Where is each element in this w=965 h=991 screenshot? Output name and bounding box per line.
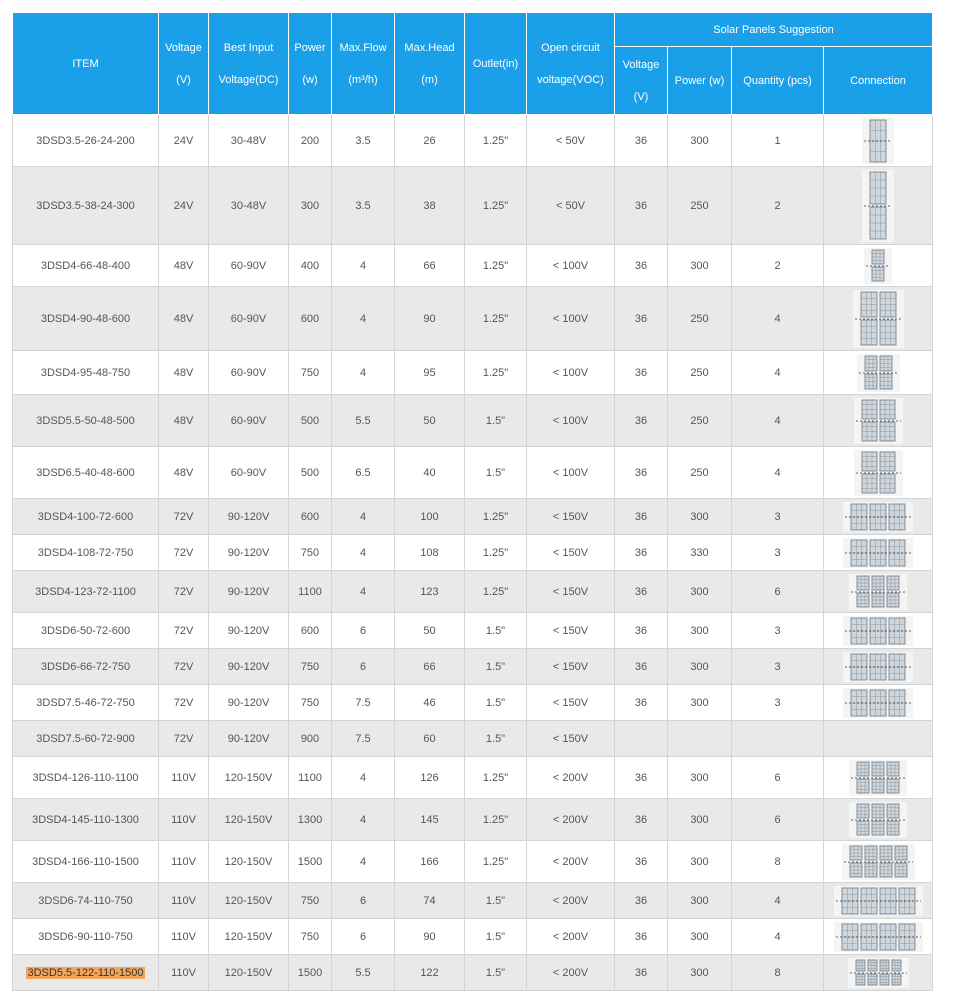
cell-panel-voltage: 36 <box>615 245 668 287</box>
cell-panel-voltage: 36 <box>615 919 668 955</box>
cell-power: 1500 <box>289 955 332 991</box>
cell-outlet: 1.25" <box>465 499 527 535</box>
cell-voltage: 24V <box>159 115 209 167</box>
series-2-panels-icon <box>862 170 894 242</box>
cell-panel-voltage: 36 <box>615 115 668 167</box>
cell-panel-power: 250 <box>668 447 732 499</box>
cell-voltage: 24V <box>159 167 209 245</box>
cell-quantity <box>732 721 824 757</box>
cell-max-head: 123 <box>395 571 465 613</box>
cell-voltage: 110V <box>159 799 209 841</box>
table-row <box>13 287 933 351</box>
cell-open-circuit-voltage: < 100V <box>527 245 615 287</box>
table-row <box>13 685 933 721</box>
table-row <box>13 883 933 919</box>
cell-max-head: 145 <box>395 799 465 841</box>
cell-quantity: 2 <box>732 245 824 287</box>
cell-voltage: 72V <box>159 685 209 721</box>
cell-panel-power: 300 <box>668 799 732 841</box>
cell-panel-power: 250 <box>668 167 732 245</box>
table-row <box>13 535 933 571</box>
header-outlet: Outlet(in) <box>465 13 527 115</box>
cell-panel-voltage: 36 <box>615 351 668 395</box>
header-open-circuit: Open circuit voltage(VOC) <box>527 13 615 115</box>
cell-panel-power: 250 <box>668 287 732 351</box>
cell-max-flow: 3.5 <box>332 115 395 167</box>
cell-outlet: 1.25" <box>465 535 527 571</box>
grid-4-panels-icon <box>853 290 904 348</box>
cell-voltage: 72V <box>159 613 209 649</box>
cell-outlet: 1.5" <box>465 649 527 685</box>
row-3-panels-icon <box>843 688 913 718</box>
cell-connection <box>824 757 933 799</box>
cell-panel-voltage: 36 <box>615 395 668 447</box>
cell-best-input: 90-120V <box>209 613 289 649</box>
cell-quantity: 4 <box>732 447 824 499</box>
table-row <box>13 499 933 535</box>
cell-max-head: 108 <box>395 535 465 571</box>
cell-open-circuit-voltage: < 150V <box>527 535 615 571</box>
cell-quantity: 2 <box>732 167 824 245</box>
table-row <box>13 799 933 841</box>
cell-voltage: 72V <box>159 721 209 757</box>
cell-voltage: 110V <box>159 919 209 955</box>
cell-voltage: 48V <box>159 351 209 395</box>
cell-power: 750 <box>289 685 332 721</box>
cell-max-flow: 5.5 <box>332 955 395 991</box>
cell-max-head: 90 <box>395 919 465 955</box>
cell-quantity: 3 <box>732 535 824 571</box>
cell-power: 1100 <box>289 571 332 613</box>
cell-power: 750 <box>289 883 332 919</box>
cell-voltage: 110V <box>159 883 209 919</box>
cell-max-head: 166 <box>395 841 465 883</box>
row-3-panels-icon <box>843 538 913 568</box>
cell-best-input: 90-120V <box>209 499 289 535</box>
spec-table-container <box>12 12 932 991</box>
cell-max-head: 46 <box>395 685 465 721</box>
cell-open-circuit-voltage: < 150V <box>527 721 615 757</box>
cell-open-circuit-voltage: < 150V <box>527 649 615 685</box>
table-row <box>13 613 933 649</box>
cell-best-input: 60-90V <box>209 351 289 395</box>
row-4-panels-icon <box>834 922 923 952</box>
cell-quantity: 3 <box>732 649 824 685</box>
cell-item: 3DSD4-66-48-400 <box>13 245 159 287</box>
cell-connection <box>824 613 933 649</box>
cell-outlet: 1.5" <box>465 395 527 447</box>
cell-outlet: 1.5" <box>465 613 527 649</box>
table-row <box>13 571 933 613</box>
cell-max-flow: 7.5 <box>332 685 395 721</box>
cell-open-circuit-voltage: < 100V <box>527 395 615 447</box>
table-row <box>13 649 933 685</box>
cell-panel-power: 300 <box>668 499 732 535</box>
cell-item: 3DSD6-74-110-750 <box>13 883 159 919</box>
cell-open-circuit-voltage: < 100V <box>527 287 615 351</box>
cell-open-circuit-voltage: < 200V <box>527 883 615 919</box>
cell-max-head: 38 <box>395 167 465 245</box>
cell-outlet: 1.5" <box>465 685 527 721</box>
cell-open-circuit-voltage: < 100V <box>527 351 615 395</box>
cell-outlet: 1.25" <box>465 571 527 613</box>
cell-max-flow: 4 <box>332 571 395 613</box>
cell-outlet: 1.25" <box>465 757 527 799</box>
cell-max-head: 95 <box>395 351 465 395</box>
cell-panel-power: 300 <box>668 955 732 991</box>
series-2-panels-icon <box>864 248 892 284</box>
cell-max-head: 74 <box>395 883 465 919</box>
cell-outlet: 1.5" <box>465 919 527 955</box>
cell-panel-voltage: 36 <box>615 955 668 991</box>
cell-connection <box>824 287 933 351</box>
cell-max-head: 40 <box>395 447 465 499</box>
cell-quantity: 6 <box>732 757 824 799</box>
cell-best-input: 90-120V <box>209 649 289 685</box>
cell-outlet: 1.5" <box>465 447 527 499</box>
cell-max-head: 90 <box>395 287 465 351</box>
table-row <box>13 447 933 499</box>
grid-6-panels-icon <box>849 574 907 610</box>
cell-power: 600 <box>289 287 332 351</box>
cell-panel-power: 300 <box>668 919 732 955</box>
cell-best-input: 30-48V <box>209 115 289 167</box>
row-3-panels-icon <box>843 616 913 646</box>
cell-voltage: 48V <box>159 395 209 447</box>
cell-max-head: 50 <box>395 395 465 447</box>
cell-max-flow: 4 <box>332 287 395 351</box>
grid-6-panels-icon <box>849 802 907 838</box>
cell-outlet: 1.25" <box>465 167 527 245</box>
grid-4-panels-icon <box>857 354 900 392</box>
cell-panel-power: 300 <box>668 649 732 685</box>
cell-voltage: 110V <box>159 955 209 991</box>
cell-best-input: 60-90V <box>209 245 289 287</box>
cell-panel-power: 300 <box>668 245 732 287</box>
cell-max-head: 66 <box>395 245 465 287</box>
cell-best-input: 120-150V <box>209 757 289 799</box>
cell-voltage: 72V <box>159 649 209 685</box>
cell-power: 500 <box>289 447 332 499</box>
grid-6-panels-icon <box>849 760 907 796</box>
cell-outlet: 1.25" <box>465 245 527 287</box>
cell-power: 1300 <box>289 799 332 841</box>
header-voltage: Voltage (V) <box>159 13 209 115</box>
cell-panel-voltage: 36 <box>615 613 668 649</box>
header-solar-panels-suggestion: Solar Panels Suggestion <box>615 13 933 47</box>
cell-max-flow: 4 <box>332 245 395 287</box>
cell-open-circuit-voltage: < 200V <box>527 955 615 991</box>
cell-panel-power: 300 <box>668 841 732 883</box>
cell-max-flow: 4 <box>332 757 395 799</box>
cell-item: 3DSD6-66-72-750 <box>13 649 159 685</box>
header-quantity: Quantity (pcs) <box>732 47 824 115</box>
cell-panel-voltage: 36 <box>615 535 668 571</box>
cell-max-flow: 6 <box>332 919 395 955</box>
cell-panel-power: 300 <box>668 613 732 649</box>
cell-best-input: 60-90V <box>209 287 289 351</box>
cell-best-input: 90-120V <box>209 721 289 757</box>
cell-outlet: 1.5" <box>465 955 527 991</box>
table-header <box>13 13 933 115</box>
cell-max-flow: 6 <box>332 613 395 649</box>
cell-best-input: 90-120V <box>209 685 289 721</box>
cell-best-input: 90-120V <box>209 571 289 613</box>
cell-outlet: 1.5" <box>465 883 527 919</box>
cell-max-flow: 6.5 <box>332 447 395 499</box>
cell-connection <box>824 499 933 535</box>
cell-item: 3DSD6-50-72-600 <box>13 613 159 649</box>
cell-max-flow: 4 <box>332 841 395 883</box>
cell-power: 300 <box>289 167 332 245</box>
cell-open-circuit-voltage: < 50V <box>527 167 615 245</box>
cell-outlet: 1.25" <box>465 841 527 883</box>
cell-max-flow: 4 <box>332 351 395 395</box>
cell-connection <box>824 799 933 841</box>
cell-open-circuit-voltage: < 50V <box>527 115 615 167</box>
header-panel-power: Power (w) <box>668 47 732 115</box>
cell-max-head: 26 <box>395 115 465 167</box>
cell-panel-power: 300 <box>668 685 732 721</box>
cell-panel-voltage: 36 <box>615 757 668 799</box>
table-row <box>13 167 933 245</box>
cell-quantity: 6 <box>732 799 824 841</box>
cell-quantity: 1 <box>732 115 824 167</box>
single-panel-icon <box>862 118 894 164</box>
cell-item: 3DSD4-145-110-1300 <box>13 799 159 841</box>
cell-connection <box>824 919 933 955</box>
cell-connection <box>824 351 933 395</box>
cell-connection <box>824 571 933 613</box>
cell-quantity: 4 <box>732 351 824 395</box>
cell-open-circuit-voltage: < 200V <box>527 919 615 955</box>
cell-voltage: 48V <box>159 287 209 351</box>
cell-item: 3DSD4-95-48-750 <box>13 351 159 395</box>
cell-open-circuit-voltage: < 150V <box>527 685 615 721</box>
cell-quantity: 4 <box>732 395 824 447</box>
table-row <box>13 395 933 447</box>
cell-outlet: 1.25" <box>465 351 527 395</box>
cell-panel-voltage: 36 <box>615 447 668 499</box>
cell-quantity: 4 <box>732 883 824 919</box>
row-3-panels-icon <box>843 502 913 532</box>
cell-max-head: 122 <box>395 955 465 991</box>
cell-item: 3DSD4-100-72-600 <box>13 499 159 535</box>
cell-item: 3DSD6.5-40-48-600 <box>13 447 159 499</box>
cell-best-input: 120-150V <box>209 841 289 883</box>
cell-max-flow: 3.5 <box>332 167 395 245</box>
cell-max-head: 50 <box>395 613 465 649</box>
cell-connection <box>824 245 933 287</box>
cell-connection <box>824 167 933 245</box>
cell-panel-voltage: 36 <box>615 167 668 245</box>
cell-panel-power: 300 <box>668 883 732 919</box>
cell-best-input: 60-90V <box>209 395 289 447</box>
table-row <box>13 757 933 799</box>
table-row <box>13 841 933 883</box>
cell-best-input: 120-150V <box>209 883 289 919</box>
cell-max-head: 126 <box>395 757 465 799</box>
cell-voltage: 72V <box>159 535 209 571</box>
cell-item: 3DSD4-126-110-1100 <box>13 757 159 799</box>
cell-item: 3DSD4-166-110-1500 <box>13 841 159 883</box>
cell-power: 1500 <box>289 841 332 883</box>
cell-voltage: 72V <box>159 499 209 535</box>
grid-8-panels-icon <box>848 958 909 988</box>
cell-item: 3DSD7.5-46-72-750 <box>13 685 159 721</box>
cell-panel-voltage: 36 <box>615 287 668 351</box>
cell-quantity: 8 <box>732 841 824 883</box>
cell-panel-voltage <box>615 721 668 757</box>
cell-panel-voltage: 36 <box>615 571 668 613</box>
cell-item: 3DSD4-108-72-750 <box>13 535 159 571</box>
cell-max-head: 66 <box>395 649 465 685</box>
cell-power: 600 <box>289 613 332 649</box>
cell-power: 400 <box>289 245 332 287</box>
cell-max-flow: 4 <box>332 499 395 535</box>
cell-voltage: 72V <box>159 571 209 613</box>
cell-max-head: 100 <box>395 499 465 535</box>
table-row <box>13 351 933 395</box>
cell-voltage: 48V <box>159 245 209 287</box>
cell-open-circuit-voltage: < 100V <box>527 447 615 499</box>
table-body <box>13 115 933 991</box>
cell-max-flow: 4 <box>332 799 395 841</box>
cell-voltage: 110V <box>159 757 209 799</box>
header-best-input: Best Input Voltage(DC) <box>209 13 289 115</box>
cell-connection <box>824 685 933 721</box>
cell-power: 750 <box>289 535 332 571</box>
cell-item: 3DSD4-90-48-600 <box>13 287 159 351</box>
cell-quantity: 4 <box>732 287 824 351</box>
cell-panel-voltage: 36 <box>615 799 668 841</box>
cell-panel-voltage: 36 <box>615 841 668 883</box>
cell-open-circuit-voltage: < 200V <box>527 841 615 883</box>
table-row <box>13 919 933 955</box>
cell-panel-power: 250 <box>668 395 732 447</box>
cell-max-flow: 6 <box>332 649 395 685</box>
cell-item: 3DSD6-90-110-750 <box>13 919 159 955</box>
cell-panel-power: 300 <box>668 757 732 799</box>
cell-max-flow: 7.5 <box>332 721 395 757</box>
cell-connection <box>824 115 933 167</box>
cell-power: 750 <box>289 919 332 955</box>
cell-connection <box>824 395 933 447</box>
cell-item: 3DSD4-123-72-1100 <box>13 571 159 613</box>
cell-voltage: 48V <box>159 447 209 499</box>
cell-power: 500 <box>289 395 332 447</box>
cell-item: 3DSD5.5-50-48-500 <box>13 395 159 447</box>
cell-open-circuit-voltage: < 200V <box>527 757 615 799</box>
cell-max-head: 60 <box>395 721 465 757</box>
cell-quantity: 3 <box>732 685 824 721</box>
row-4-panels-icon <box>834 886 923 916</box>
cell-power: 900 <box>289 721 332 757</box>
cell-open-circuit-voltage: < 150V <box>527 613 615 649</box>
cell-quantity: 4 <box>732 919 824 955</box>
cell-quantity: 3 <box>732 613 824 649</box>
cell-best-input: 120-150V <box>209 799 289 841</box>
cell-power: 600 <box>289 499 332 535</box>
cell-panel-power: 330 <box>668 535 732 571</box>
header-connection: Connection <box>824 47 933 115</box>
cell-outlet: 1.25" <box>465 287 527 351</box>
cell-panel-power: 300 <box>668 115 732 167</box>
table-row <box>13 115 933 167</box>
cell-power: 1100 <box>289 757 332 799</box>
cell-best-input: 90-120V <box>209 535 289 571</box>
cell-panel-voltage: 36 <box>615 883 668 919</box>
cell-power: 750 <box>289 351 332 395</box>
cell-max-flow: 5.5 <box>332 395 395 447</box>
row-3-panels-icon <box>843 652 913 682</box>
cell-panel-voltage: 36 <box>615 649 668 685</box>
cell-outlet: 1.25" <box>465 115 527 167</box>
table-row <box>13 955 933 991</box>
header-power: Power (w) <box>289 13 332 115</box>
cell-connection <box>824 535 933 571</box>
cell-item <box>13 955 159 991</box>
header-max-head: Max.Head (m) <box>395 13 465 115</box>
cell-open-circuit-voltage: < 200V <box>527 799 615 841</box>
cell-panel-voltage: 36 <box>615 499 668 535</box>
cell-best-input: 60-90V <box>209 447 289 499</box>
header-max-flow: Max.Flow (m³/h) <box>332 13 395 115</box>
grid-8-panels-icon <box>842 844 915 880</box>
cell-connection <box>824 955 933 991</box>
highlighted-item-text: 3DSD5.5-122-110-1500 <box>27 966 144 979</box>
cell-max-flow: 4 <box>332 535 395 571</box>
table-row <box>13 245 933 287</box>
cell-item: 3DSD7.5-60-72-900 <box>13 721 159 757</box>
cell-power: 750 <box>289 649 332 685</box>
cell-connection <box>824 883 933 919</box>
cell-panel-power <box>668 721 732 757</box>
cell-connection <box>824 649 933 685</box>
cell-panel-power: 300 <box>668 571 732 613</box>
table-row <box>13 721 933 757</box>
cell-panel-voltage: 36 <box>615 685 668 721</box>
cell-best-input: 30-48V <box>209 167 289 245</box>
cell-outlet: 1.25" <box>465 799 527 841</box>
cell-quantity: 8 <box>732 955 824 991</box>
cell-connection <box>824 721 933 757</box>
cell-max-flow: 6 <box>332 883 395 919</box>
cell-item: 3DSD3.5-26-24-200 <box>13 115 159 167</box>
grid-4-panels-icon <box>854 398 903 444</box>
cell-panel-power: 250 <box>668 351 732 395</box>
header-panel-voltage: Voltage (V) <box>615 47 668 115</box>
cell-connection <box>824 841 933 883</box>
cell-quantity: 6 <box>732 571 824 613</box>
pump-spec-table <box>12 12 933 991</box>
cell-best-input: 120-150V <box>209 919 289 955</box>
cell-item: 3DSD3.5-38-24-300 <box>13 167 159 245</box>
cell-outlet: 1.5" <box>465 721 527 757</box>
cell-connection <box>824 447 933 499</box>
cell-open-circuit-voltage: < 150V <box>527 571 615 613</box>
cell-voltage: 110V <box>159 841 209 883</box>
grid-4-panels-icon <box>854 450 903 496</box>
cell-best-input: 120-150V <box>209 955 289 991</box>
cell-open-circuit-voltage: < 150V <box>527 499 615 535</box>
cell-quantity: 3 <box>732 499 824 535</box>
header-item: ITEM <box>13 13 159 115</box>
cell-power: 200 <box>289 115 332 167</box>
